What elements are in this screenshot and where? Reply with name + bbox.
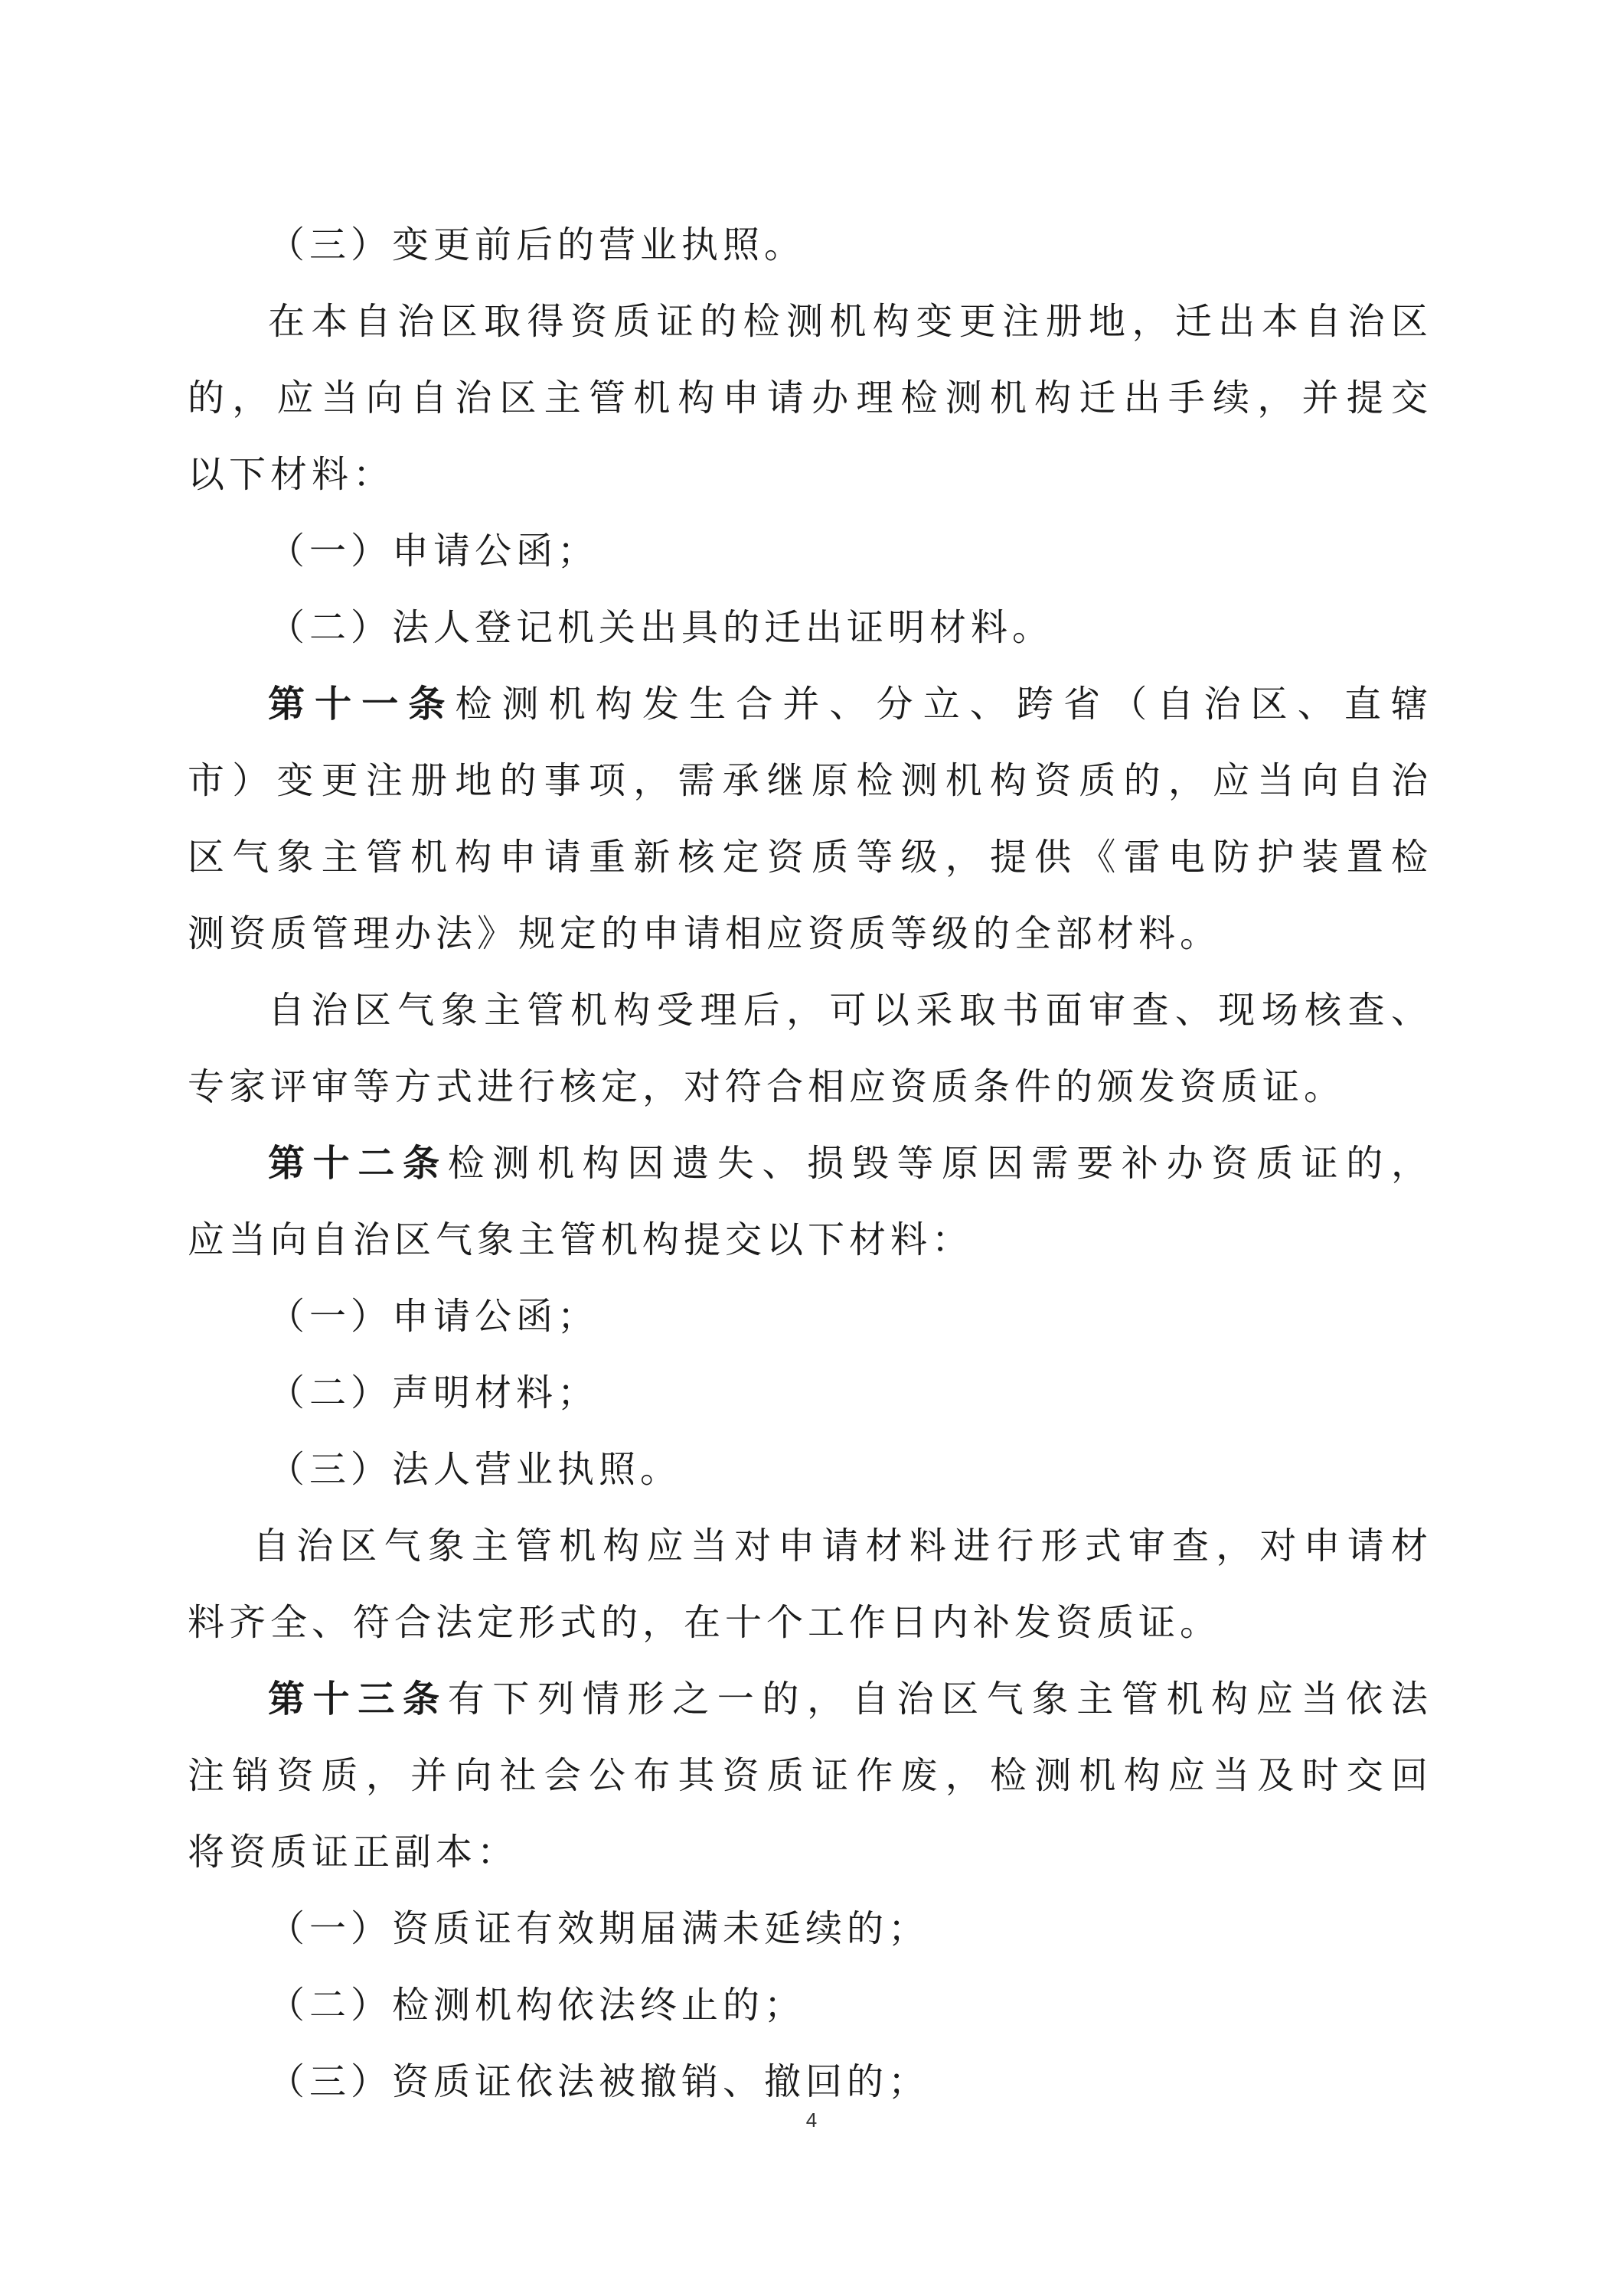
paragraph-line: 以下材料： (188, 453, 395, 496)
list-item: （三）资质证依法被撤销、撤回的； (268, 2060, 930, 2103)
article-11 (268, 681, 1428, 727)
article-text: 检测机构发生合并、分立、跨省（自治区、直辖 (455, 683, 1428, 726)
article-12 (268, 1140, 1428, 1186)
list-item: （二）法人登记机关出具的迁出证明材料。 (268, 606, 1054, 649)
list-item: （二）检测机构依法终止的； (268, 1984, 806, 2027)
paragraph-line: 自治区气象主管机构应当对申请材料进行形式审查，对申请材 (253, 1525, 1428, 1567)
paragraph-line: 市）变更注册地的事项，需承继原检测机构资质的，应当向自治 (188, 759, 1428, 802)
article-heading: 第十一条 (268, 683, 456, 726)
paragraph-line: 将资质证正副本： (188, 1831, 519, 1874)
paragraph-line: 应当向自治区气象主管机构提交以下材料： (188, 1218, 974, 1261)
article-13 (268, 1676, 1428, 1722)
paragraph-line: 自治区气象主管机构受理后，可以采取书面审查、现场核查、 (268, 989, 1428, 1032)
paragraph-line: 专家评审等方式进行核定，对符合相应资质条件的颁发资质证。 (188, 1065, 1346, 1108)
article-heading: 第十三条 (268, 1678, 448, 1720)
list-item: （三）变更前后的营业执照。 (268, 223, 806, 266)
paragraph-line: 在本自治区取得资质证的检测机构变更注册地，迁出本自治区 (268, 300, 1428, 343)
article-text: 检测机构因遗失、损毁等原因需要补办资质证的， (447, 1142, 1428, 1185)
paragraph-line: 料齐全、符合法定形式的，在十个工作日内补发资质证。 (188, 1601, 1222, 1644)
article-text: 有下列情形之一的，自治区气象主管机构应当依法 (447, 1678, 1428, 1720)
paragraph-line: 的，应当向自治区主管机构申请办理检测机构迁出手续，并提交 (188, 377, 1428, 419)
paragraph-line: 区气象主管机构申请重新核定资质等级，提供《雷电防护装置检 (188, 836, 1428, 879)
list-item: （三）法人营业执照。 (268, 1448, 682, 1491)
paragraph-line: 测资质管理办法》规定的申请相应资质等级的全部材料。 (188, 912, 1222, 955)
list-item: （二）声明材料； (268, 1371, 599, 1414)
list-item: （一）申请公函； (268, 530, 599, 572)
list-item: （一）资质证有效期届满未延续的； (268, 1907, 930, 1950)
page-number: 4 (805, 2108, 818, 2131)
paragraph-line: 注销资质，并向社会公布其资质证作废，检测机构应当及时交回 (188, 1754, 1428, 1797)
article-heading: 第十二条 (268, 1142, 448, 1185)
list-item: （一）申请公函； (268, 1295, 599, 1338)
